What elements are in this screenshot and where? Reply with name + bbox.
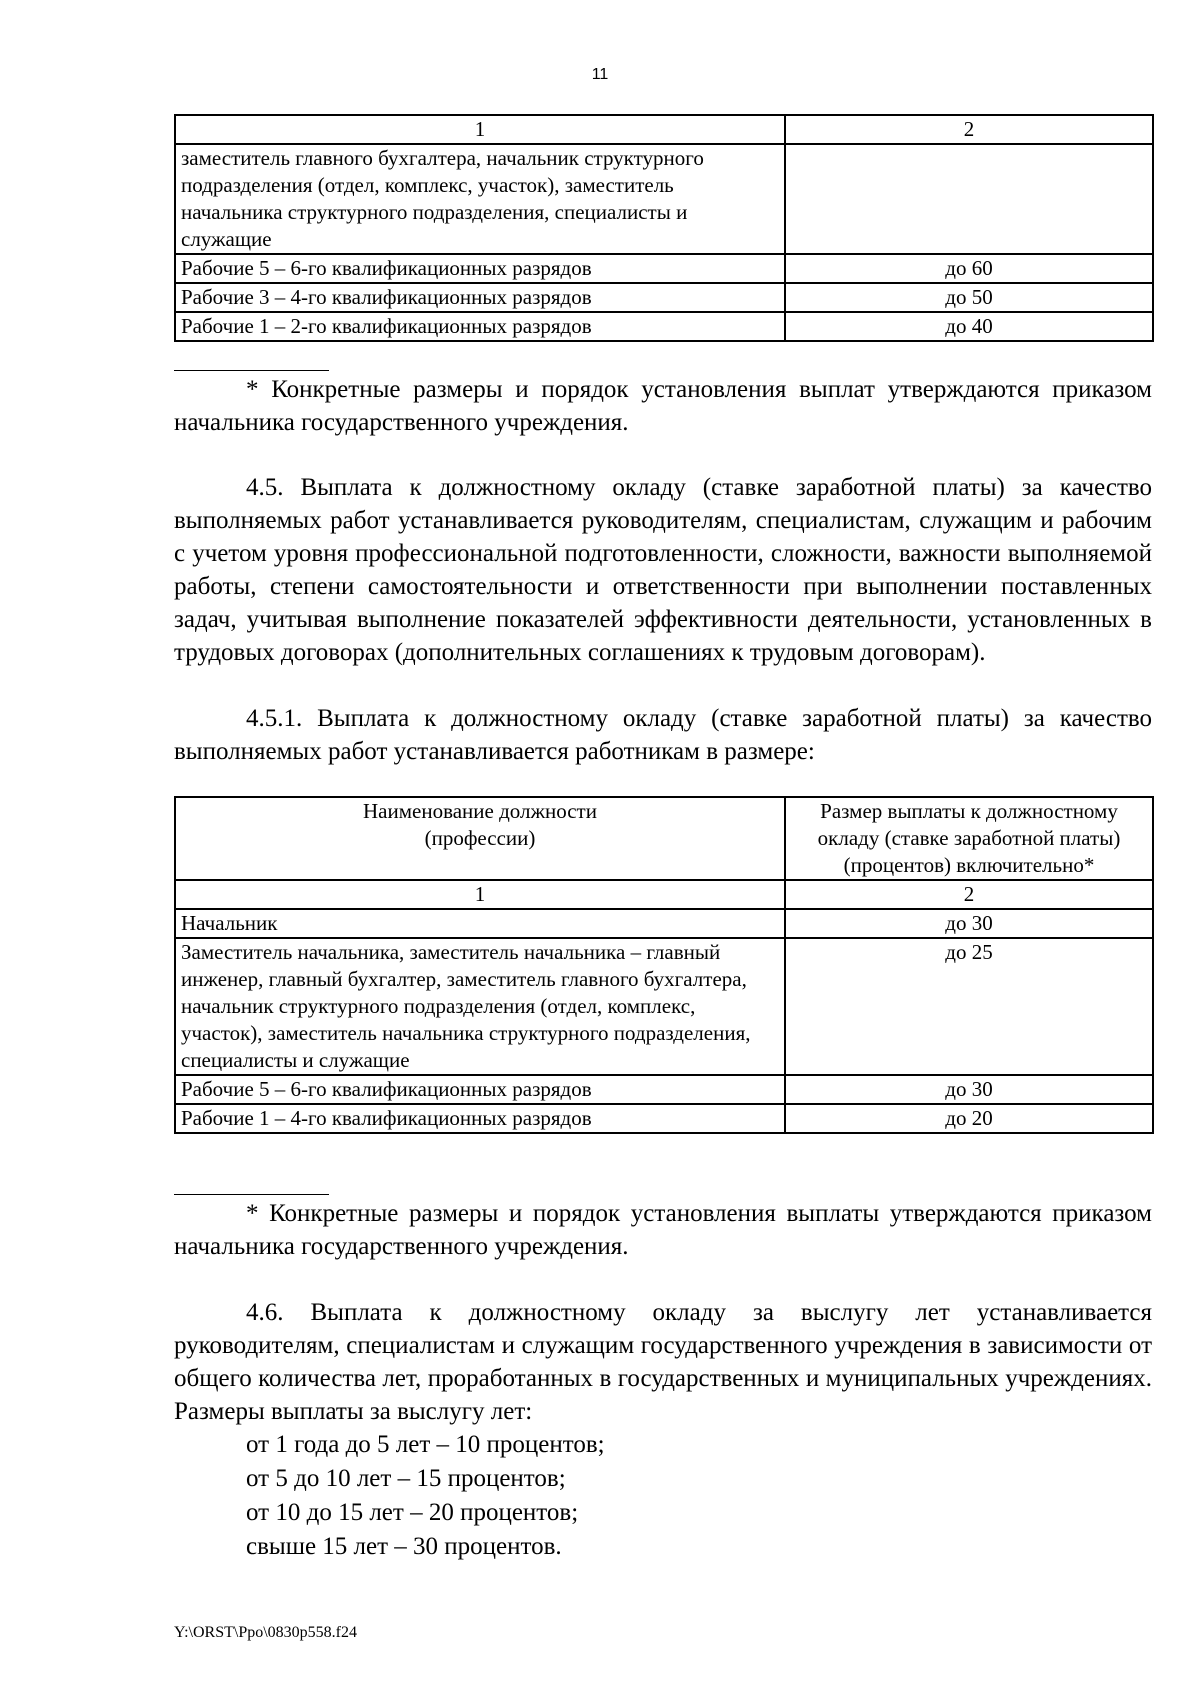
- payment-size-cell: до 20: [785, 1104, 1153, 1133]
- seniority-list-item: от 5 до 10 лет – 15 процентов;: [246, 1465, 566, 1492]
- table-row: [175, 283, 1153, 312]
- table-header-row: [175, 797, 1153, 880]
- position-name-cell: Рабочие 5 – 6-го квалификационных разрядов: [175, 254, 785, 283]
- header-payment-size: Размер выплаты к должностному окладу (ставке заработной платы) (процентов) включительно*: [785, 797, 1153, 880]
- payment-size-cell: до 60: [785, 254, 1153, 283]
- payment-size-cell: до 40: [785, 312, 1153, 341]
- footnote-2: * Конкретные размеры и порядок установления выплаты утверждаются приказом начальника государственного учреждения.: [174, 1200, 1152, 1260]
- seniority-list-item: от 10 до 15 лет – 20 процентов;: [246, 1499, 579, 1526]
- footnote-separator: [174, 1194, 329, 1195]
- footnote-1: * Конкретные размеры и порядок установления выплат утверждаются приказом начальника государственного учреждения.: [174, 376, 1152, 436]
- position-name-cell: Рабочие 1 – 2-го квалификационных разрядов: [175, 312, 785, 341]
- header-position-name: Наименование должности (профессии): [175, 797, 785, 880]
- table-row: [175, 1075, 1153, 1104]
- table-row: [175, 144, 1153, 254]
- position-name-cell: Рабочие 1 – 4-го квалификационных разрядов: [175, 1104, 785, 1133]
- paragraph-4-5: 4.5. Выплата к должностному окладу (ставке заработной платы) за качество выполняемых работ устанавливается руководителям, специалистам, служащим и рабочим с учетом уровня профессиональной подготовленности, сложности, важности выполняемой работы, степени самостоятельности и ответственности при выполнении поставленных задач, учитывая выполнение показателей эффективности деятельности, установленных в трудовых договорах (дополнительных соглашениях к трудовым договорам).: [174, 474, 1152, 666]
- table-row: [175, 909, 1153, 938]
- position-name-cell: Начальник: [175, 909, 785, 938]
- payment-size-cell: до 30: [785, 909, 1153, 938]
- table-column-numbers-row: [175, 115, 1153, 144]
- payment-size-cell: до 30: [785, 1075, 1153, 1104]
- column-number-2: 2: [785, 880, 1153, 909]
- table-row: [175, 938, 1153, 1075]
- seniority-list-item: от 1 года до 5 лет – 10 процентов;: [246, 1431, 605, 1458]
- footer-file-path: Y:\ORST\Ppo\0830p558.f24: [174, 1624, 357, 1641]
- position-name-cell: заместитель главного бухгалтера, начальник структурного подразделения (отдел, комплекс, участок), заместитель начальника структурного подразделения, специалисты и служащие: [175, 144, 785, 254]
- payment-table: [174, 796, 1154, 1134]
- table-row: [175, 312, 1153, 341]
- payment-size-cell: до 50: [785, 283, 1153, 312]
- footnote-separator: [174, 370, 329, 371]
- column-number-2: 2: [785, 115, 1153, 144]
- column-number-1: 1: [175, 880, 785, 909]
- paragraph-4-5-1: 4.5.1. Выплата к должностному окладу (ставке заработной платы) за качество выполняемых работ устанавливается работникам в размере:: [174, 705, 1152, 765]
- position-name-cell: Заместитель начальника, заместитель начальника – главный инженер, главный бухгалтер, заместитель главного бухгалтера, начальник структурного подразделения (отдел, комплекс, участок), заместитель начальника структурного подразделения, специалисты и служащие: [175, 938, 785, 1075]
- payment-size-cell: [785, 144, 1153, 254]
- table-continued: [174, 114, 1154, 342]
- column-number-1: 1: [175, 115, 785, 144]
- seniority-list-item: свыше 15 лет – 30 процентов.: [246, 1533, 562, 1560]
- position-name-cell: Рабочие 5 – 6-го квалификационных разрядов: [175, 1075, 785, 1104]
- position-name-cell: Рабочие 3 – 4-го квалификационных разрядов: [175, 283, 785, 312]
- table-column-numbers-row: [175, 880, 1153, 909]
- table-row: [175, 1104, 1153, 1133]
- table-row: [175, 254, 1153, 283]
- payment-size-cell: до 25: [785, 938, 1153, 1075]
- page-number: 11: [591, 66, 609, 83]
- paragraph-4-6: 4.6. Выплата к должностному окладу за выслугу лет устанавливается руководителям, специалистам и служащим государственного учреждения в зависимости от общего количества лет, проработанных в государственных и муниципальных учреждениях. Размеры выплаты за выслугу лет:: [174, 1299, 1152, 1425]
